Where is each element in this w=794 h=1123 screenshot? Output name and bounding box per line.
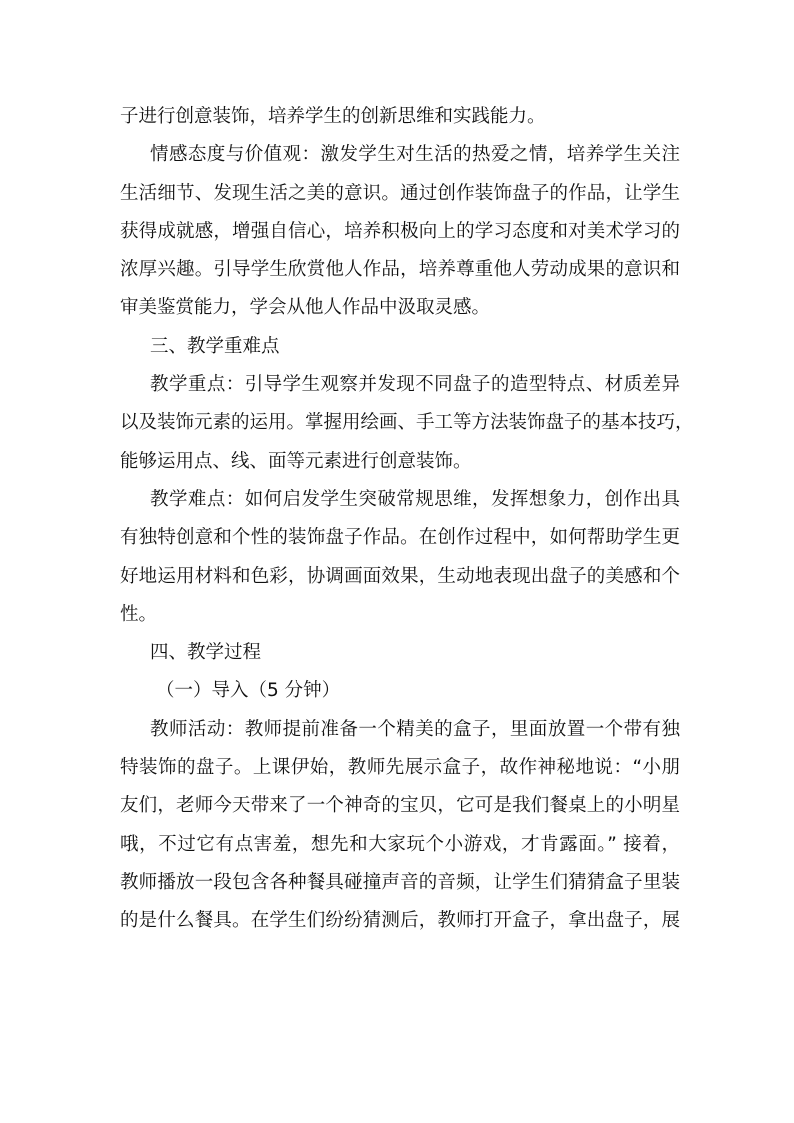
paragraph-line: 浓厚兴趣。引导学生欣赏他人作品，培养尊重他人劳动成果的意识和 [120,259,680,281]
section-heading: 四、教学过程 [150,642,262,664]
paragraph-line: 获得成就感，增强自信心，培养积极向上的学习态度和对美术学习的 [120,220,680,242]
paragraph-line: 的是什么餐具。在学生们纷纷猜测后，教师打开盒子，拿出盘子，展 [120,910,680,932]
paragraph-line: 好地运用材料和色彩，协调画面效果，生动地表现出盘子的美感和个 [120,565,680,587]
paragraph-line: 能够运用点、线、面等元素进行创意装饰。 [120,450,472,472]
paragraph-line: 友们，老师今天带来了一个神奇的宝贝，它可是我们餐桌上的小明星 [120,795,680,817]
paragraph-line: 教学重点：引导学生观察并发现不同盘子的造型特点、材质差异 [150,374,680,396]
paragraph-line: 教师播放一段包含各种餐具碰撞声音的音频，让学生们猜猜盒子里装 [120,871,680,893]
paragraph-line: 特装饰的盘子。上课伊始，教师先展示盒子，故作神秘地说：“小朋 [120,757,680,779]
paragraph-line: 有独特创意和个性的装饰盘子作品。在创作过程中，如何帮助学生更 [120,527,680,549]
subsection-heading: （一）导入（5 分钟） [156,680,341,702]
document-page [120,98,694,941]
paragraph-line: 子进行创意装饰，培养学生的创新思维和实践能力。 [120,106,546,127]
section-heading: 三、教学重难点 [150,335,280,357]
paragraph-line: 教学难点：如何启发学生突破常规思维，发挥想象力，创作出具 [150,488,680,510]
paragraph-line: 审美鉴赏能力，学会从他人作品中汲取灵感。 [120,297,491,319]
paragraph-line: 教师活动：教师提前准备一个精美的盒子，里面放置一个带有独 [150,718,680,740]
paragraph-line: 哦，不过它有点害羞，想先和大家玩个小游戏，才肯露面。” 接着， [120,833,680,855]
paragraph-line: 情感态度与价值观：激发学生对生活的热爱之情，培养学生关注 [150,144,680,166]
paragraph-line: 生活细节、发现生活之美的意识。通过创作装饰盘子的作品，让学生 [120,182,680,204]
paragraph-line: 以及装饰元素的运用。掌握用绘画、手工等方法装饰盘子的基本技巧， [120,412,694,434]
paragraph-line: 性。 [120,603,158,625]
